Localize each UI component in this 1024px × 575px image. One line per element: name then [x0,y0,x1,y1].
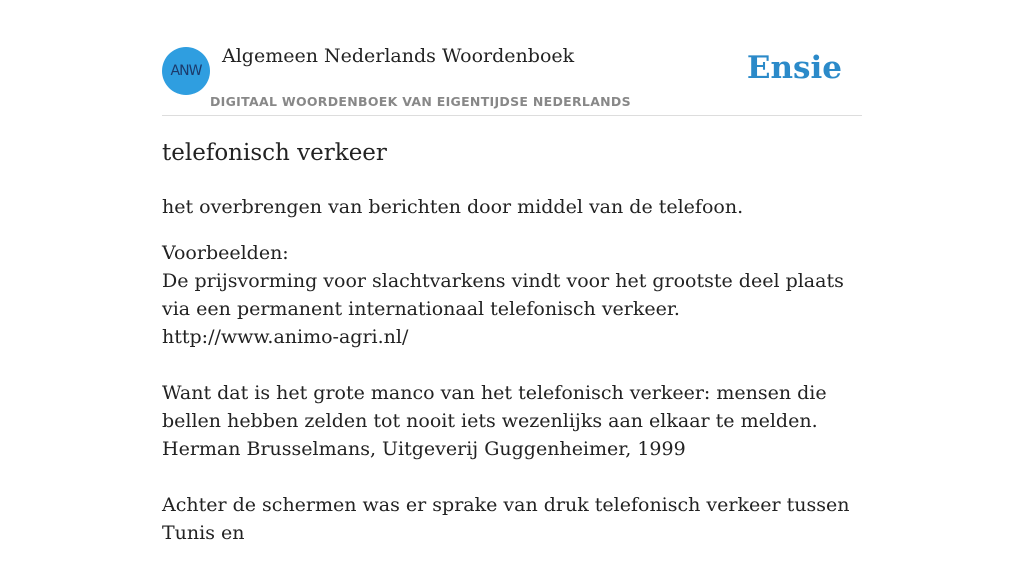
entry-definition: het overbrengen van berichten door middel van de telefoon. [162,196,744,218]
examples-label: Voorbeelden: [162,242,289,264]
dictionary-title[interactable]: Algemeen Nederlands Woordenboek [222,45,575,67]
examples-section [162,239,862,575]
anw-logo[interactable] [162,47,210,95]
example-source: Herman Brusselmans, Uitgeverij Guggenheimer, 1999 [162,438,686,460]
example-item [162,267,862,351]
example-text: Want dat is het grote manco van het telefonisch verkeer: mensen die bellen hebben zelden tot nooit iets wezenlijks aan elkaar te melden. [162,382,827,432]
logo-text: ANW [170,63,202,79]
site-header [162,0,862,116]
example-source: http://www.animo-agri.nl/ [162,326,409,348]
example-text: Achter de schermen was er sprake van druk telefonisch verkeer tussen Tunis en [162,494,850,544]
example-item [162,491,862,547]
ensie-brand-link[interactable]: Ensie [746,50,842,86]
entry-title: telefonisch verkeer [162,140,387,166]
example-item [162,379,862,463]
example-text: De prijsvorming voor slachtvarkens vindt voor het grootste deel plaats via een permanent internationaal telefonisch verkeer. [162,270,844,320]
dictionary-subtitle: DIGITAAL WOORDENBOEK VAN EIGENTIJDSE NEDERLANDS [210,94,631,109]
